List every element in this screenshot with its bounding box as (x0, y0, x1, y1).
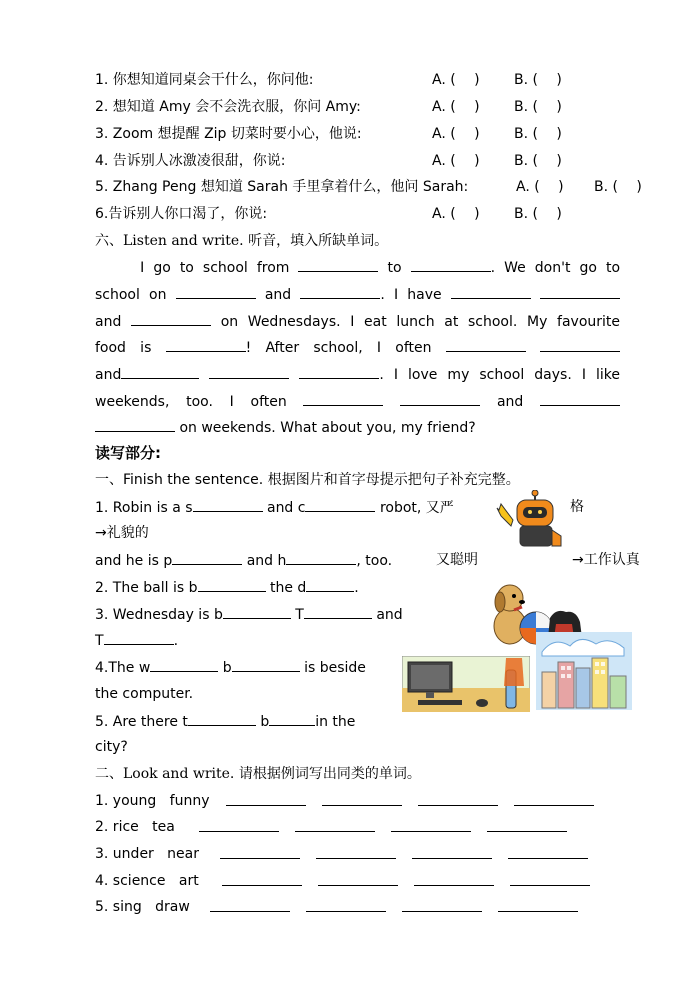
blank[interactable] (176, 284, 256, 299)
blank[interactable] (411, 257, 491, 272)
section-one-title-en: 一、Finish the sentence. (95, 472, 264, 488)
reading-writing-header: 读写部分: (95, 444, 161, 462)
hint-polite: →礼貌的 (95, 525, 149, 541)
blank[interactable] (400, 391, 480, 406)
blank[interactable] (172, 550, 242, 565)
blank[interactable] (222, 871, 302, 886)
blank[interactable] (514, 791, 594, 806)
city-picture (536, 632, 632, 710)
word-row-2: 2. rice tea (95, 819, 175, 835)
blank[interactable] (223, 604, 291, 619)
passage-line-1: I go to school from to . We don't go to (95, 257, 620, 278)
blank[interactable] (498, 897, 578, 912)
blank[interactable] (220, 844, 300, 859)
hint-strict: 又严 (425, 500, 454, 516)
question-3: 3. Zoom 想提醒 Zip 切菜时要小心，他说: (95, 126, 362, 142)
blank[interactable] (540, 284, 620, 299)
passage-line-2: school on and . I have (95, 284, 620, 305)
hint-clever: 又聪明 (436, 552, 478, 568)
blank[interactable] (199, 817, 279, 832)
finish-q3-line1: 3. Wednesday is b T and (95, 604, 403, 625)
blank[interactable] (166, 337, 246, 352)
blank[interactable] (150, 657, 218, 672)
finish-q2: 2. The ball is b the d . (95, 577, 359, 598)
blank[interactable] (402, 897, 482, 912)
blank[interactable] (451, 284, 531, 299)
blank[interactable] (412, 844, 492, 859)
blank[interactable] (193, 497, 263, 512)
blank[interactable] (540, 391, 620, 406)
word-row-4: 4. science art (95, 873, 199, 889)
finish-q5-line1: 5. Are there t b in the (95, 711, 355, 732)
question-5: 5. Zhang Peng 想知道 Sarah 手里拿着什么，他问 Sarah: (95, 179, 469, 195)
blank[interactable] (510, 871, 590, 886)
blank[interactable] (322, 791, 402, 806)
choice-6-b[interactable]: B. ( ) (514, 206, 562, 222)
blank[interactable] (540, 337, 620, 352)
blank[interactable] (295, 817, 375, 832)
finish-q5-line2: city? (95, 739, 128, 755)
blank[interactable] (95, 417, 175, 432)
word-row-2-blanks (199, 817, 583, 838)
passage-line-3: and on Wednesdays. I eat lunch at school. My favourite (95, 311, 620, 332)
choice-6-a[interactable]: A. ( ) (432, 206, 480, 222)
blank[interactable] (210, 897, 290, 912)
section-six-title (95, 231, 388, 251)
computer-desk-picture (402, 656, 530, 712)
blank[interactable] (304, 604, 372, 619)
choice-3-a[interactable]: A. ( ) (432, 126, 480, 142)
choice-5-a[interactable]: A. ( ) (516, 179, 564, 195)
blank[interactable] (209, 364, 289, 379)
finish-q4-line2: the computer. (95, 686, 194, 702)
robot-picture (495, 490, 565, 548)
choice-2-b[interactable]: B. ( ) (514, 99, 562, 115)
word-row-4-blanks (222, 871, 606, 892)
question-1: 1. 你想知道同桌会干什么，你问他: (95, 72, 314, 88)
blank[interactable] (104, 630, 174, 645)
choice-1-a[interactable]: A. ( ) (432, 72, 480, 88)
blank[interactable] (300, 284, 380, 299)
blank[interactable] (298, 257, 378, 272)
choice-2-a[interactable]: A. ( ) (432, 99, 480, 115)
blank[interactable] (306, 897, 386, 912)
finish-q3-line2: T . (95, 630, 178, 651)
blank[interactable] (198, 577, 266, 592)
section-one-title-cn: 根据图片和首字母提示把句子补充完整。 (263, 472, 520, 488)
blank[interactable] (121, 364, 199, 379)
blank[interactable] (226, 791, 306, 806)
section-six-title-en: 六、Listen and write. (95, 233, 244, 249)
section-two-title (95, 764, 421, 784)
blank[interactable] (318, 871, 398, 886)
section-two-title-cn: 请根据例词写出同类的单词。 (234, 766, 421, 782)
blank[interactable] (286, 550, 356, 565)
blank[interactable] (303, 391, 383, 406)
passage-line-7: on weekends. What about you, my friend? (95, 417, 476, 438)
blank[interactable] (269, 711, 315, 726)
blank[interactable] (391, 817, 471, 832)
choice-5-b[interactable]: B. ( ) (594, 179, 642, 195)
blank[interactable] (508, 844, 588, 859)
passage-line-6: weekends, too. I often and (95, 391, 620, 412)
word-row-1: 1. young funny (95, 793, 210, 809)
blank[interactable] (305, 497, 375, 512)
choice-3-b[interactable]: B. ( ) (514, 126, 562, 142)
question-6: 6.告诉别人你口渴了，你说: (95, 206, 268, 222)
word-row-5: 5. sing draw (95, 899, 190, 915)
blank[interactable] (232, 657, 300, 672)
choice-4-b[interactable]: B. ( ) (514, 153, 562, 169)
question-2: 2. 想知道 Amy 会不会洗衣服，你问 Amy: (95, 99, 361, 115)
word-row-5-blanks (210, 897, 594, 918)
choice-4-a[interactable]: A. ( ) (432, 153, 480, 169)
finish-q4-line1: 4.The w b is beside (95, 657, 366, 678)
passage-line-5: and . I love my school days. I like (95, 364, 620, 385)
hint-hardworking: →工作认真 (572, 552, 640, 568)
choice-1-b[interactable]: B. ( ) (514, 72, 562, 88)
section-six-title-cn: 听音，填入所缺单词。 (243, 233, 389, 249)
section-two-title-en: 二、Look and write. (95, 766, 235, 782)
word-row-3: 3. under near (95, 846, 199, 862)
word-row-3-blanks (220, 844, 604, 865)
blank[interactable] (316, 844, 396, 859)
passage-line-4: food is ! After school, I often (95, 337, 620, 358)
blank[interactable] (487, 817, 567, 832)
blank[interactable] (188, 711, 256, 726)
finish-q1-line2: and he is p and h , too. (95, 550, 392, 571)
blank[interactable] (306, 577, 354, 592)
section-one-title (95, 470, 520, 490)
hint-strict-2: 格 (570, 499, 584, 515)
blank[interactable] (446, 337, 526, 352)
word-row-1-blanks (226, 791, 610, 812)
question-4: 4. 告诉别人冰激凌很甜，你说: (95, 153, 286, 169)
blank[interactable] (131, 311, 211, 326)
blank[interactable] (414, 871, 494, 886)
blank[interactable] (299, 364, 379, 379)
finish-q1-line1: 1. Robin is a s and c robot, 又严 (95, 497, 454, 518)
blank[interactable] (418, 791, 498, 806)
